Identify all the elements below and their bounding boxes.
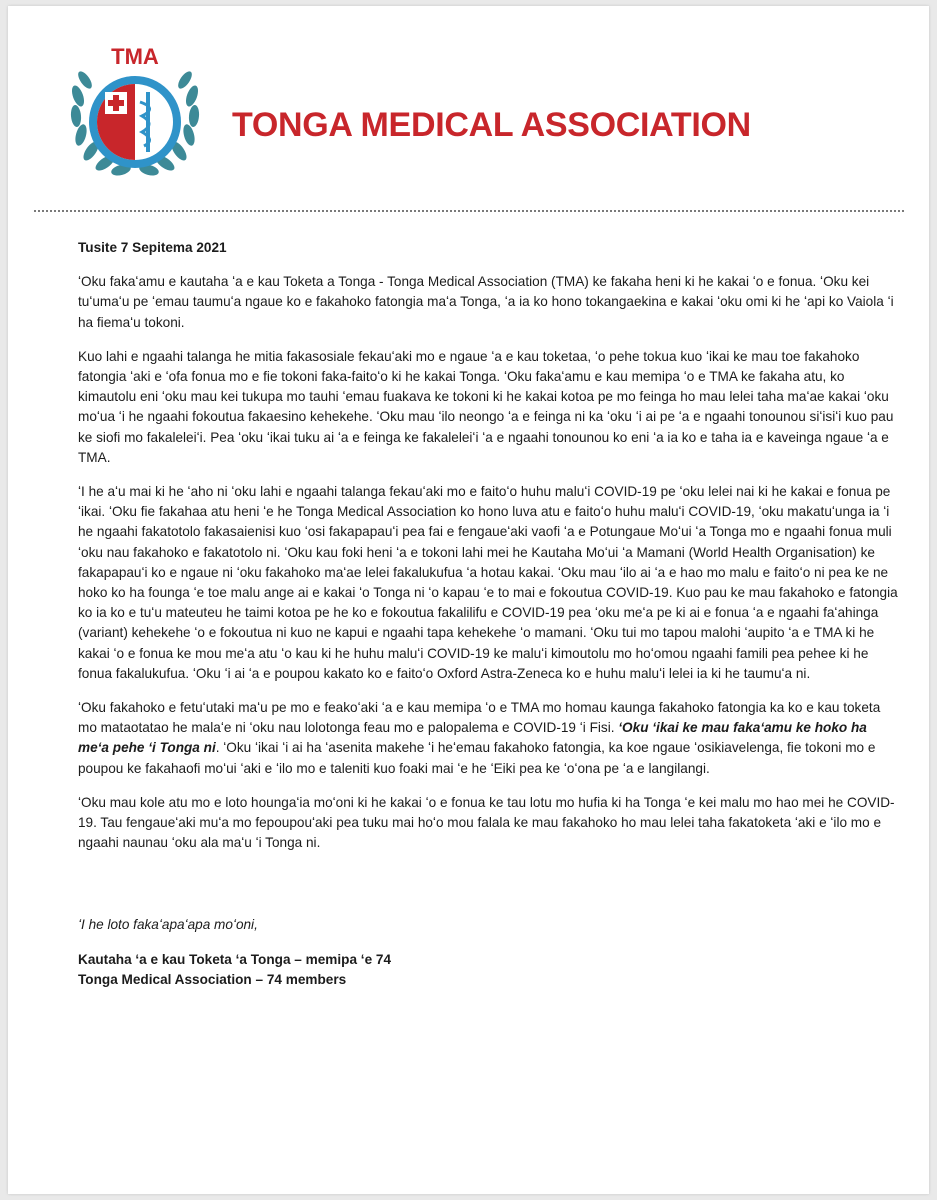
paragraph-4-emphasis: ʻOku ʻikai ke mau fakaʻamu ke hoko ha meʻa pehe ʻi Tonga ni [78, 720, 867, 756]
paragraph-4-text-after: . ʻOku ʻikai ʻi ai ha ʻasenita makehe ʻi heʻemau fakahoko fatongia, ka koe ngaue ʻosikiavelenga, fie tokoni mo e poupou ke fakahaofi moʻui ʻaki e ʻilo mo e taleniti kuo foaki mai ʻe he ʻEiki pea ke ʻoʻona pe ʻa e langilangi. [78, 740, 876, 776]
letter-date: Tusite 7 Sepitema 2021 [78, 240, 227, 255]
logo-text: TMA [111, 44, 159, 69]
closing-salutation: ʻI he loto fakaʻapaʻapa moʻoni, [78, 917, 258, 933]
tma-logo-icon [62, 36, 208, 182]
paragraph-1: ʻOku fakaʻamu e kautaha ʻa e kau Toketa a Tonga - Tonga Medical Association (TMA) ke fakaha heni ki he kakai ʻo e fonua. ʻOku kei tuʻumaʻu pe ʻemau taumuʻa ngaue ko e fakahoko fatongia maʻa Tonga, ʻa ia ko hono tokangaekina e kakai ʻoku omi ki he ʻapi ko Vaiola ʻi ha fiemaʻu tokoni. [78, 274, 894, 330]
signature-line-1: Kautaha ʻa e kau Toketa ʻa Tonga – memipa ʻe 74 [78, 951, 392, 967]
letter-body [78, 238, 900, 990]
paragraph-4-text-before: ʻOku fakahoko e fetuʻutaki maʻu pe mo e feakoʻaki ʻa e kau memipa ʻo e TMA mo homau kaunga fakahoko fatongia ka ko e kau toketa mo mataotatao he malaʻe ni ʻoku nau lolotonga feau mo e palopalema e COVID-19 ʻi Fisi. [78, 700, 881, 736]
paragraph-5: ʻOku mau kole atu mo e loto houngaʻia moʻoni ki he kakai ʻo e fonua ke tau lotu mo hufia ki ha Tonga ʻe kei malu mo hao mei he COVID-19. Tau fengaueʻaki muʻa mo fepoupouʻaki pea tuku mai hoʻo mou falala ke mau fakahoko ho mau lelei taha fakatoketa ʻaki e ʻilo mo e ngaahi naunau ʻoku ala maʻu ʻi Tonga ni. [78, 794, 895, 851]
header-divider [34, 210, 904, 212]
organization-name: TONGA MEDICAL ASSOCIATION [232, 106, 751, 144]
letter-page [8, 6, 929, 1194]
paragraph-4 [78, 698, 900, 779]
paragraph-3: ʻI he aʻu mai ki he ʻaho ni ʻoku lahi e ngaahi talanga fekauʻaki mo e faitoʻo huhu maluʻi COVID-19 pe ʻoku lelei nai ki he kakai e fonua pe ʻikai. ʻOku fie fakahaa atu heni ʻe he Tonga Medical Association ko hono luva atu e faitoʻo huhu maluʻi COVID-19, ʻoku makatuʻunga ia ʻi he ngaahi fakatotolo fakasaienisi kuo ʻosi fakapapauʻi pea fai e fengaueʻaki vaofi ʻa e Potungaue Moʻui ʻa Tonga mo e ngaahi fonua muli ʻoku nau fakahoko e fakatotolo ni. ʻOku kau foki heni ʻa e tokoni lahi mei he Kautaha Moʻui ʻa Mamani (World Health Organisation) ke fakapapauʻi ko e ngaue ni ʻoku fakahoko maʻae lelei fakalukufua ʻa hotau kakai. ʻOku mau ʻilo ai ʻa e hao mo malu e faitoʻo ni pea ke ne hoko ko ha founga ʻe toe malu ange ai e kakai ʻo Tonga ni ʻo kapau ʻe to mai e fokoutua COVID-19. Kuo pau ke mau fakahoko e fatongia ko ia ko e tuʻu mateuteu he taimi kotoa pe he ko e fokoutua fakalilifu e COVID-19 pea ʻoku meʻa pe ki ai e fonua ʻa e ngaahi faʻahinga (variant) kehekehe ʻo e fokoutua ni kuo ne kapui e ngaahi tapa kehekehe ʻo mamani. ʻOku tui mo tapou malohi ʻaupito ʻa e TMA ki he kakai ʻo e fonua ke mou meʻa atu ʻo kau ki he huhu maluʻi COVID-19 ke maluʻi kimoutolu mo hoʻomou ngaahi famili pea pehee ki he fonua fakalukufua. ʻOku ʻi ai ʻa e poupou kakato ko e faitoʻo Oxford Astra-Zeneca ko e huhu maluʻi lelei ia ki he taumuʻa ni. [78, 484, 898, 681]
signature-line-2: Tonga Medical Association – 74 members [78, 971, 347, 987]
paragraph-2: Kuo lahi e ngaahi talanga he mitia fakasosiale fekauʻaki mo e ngaue ʻa e kau toketaa, ʻo pehe tokua kuo ʻikai ke mau toe fakahoko fatongia ʻaki e ʻofa fonua mo e fie tokoni faka-faitoʻo ki he kakai Tonga. ʻOku fakaʻamu e kau memipa ʻo e TMA ke fakaha atu, ko kimautolu eni ʻoku mau kei tukupa mo tauhi ʻemau fuakava ke tokoni ki he kakai kotoa pe mo feinga ho mau lelei taha maʻae kakai ʻoku moʻua ʻi he ngaahi fokoutua fakaesino kehekehe. ʻOku mau ʻilo neongo ʻa e feinga ni ka ʻoku ʻi ai pe ʻa e ngaahi tonounou siʻisiʻi kuo pau ke siofi mo fakaleleiʻi. Pea ʻoku ʻikai tuku ai ʻa e feinga ke fakaleleiʻi ʻa e ngaahi tonounou ko eni ʻa ia ko e taha ia e kaveinga ngaue ʻa e TMA. [78, 348, 894, 465]
